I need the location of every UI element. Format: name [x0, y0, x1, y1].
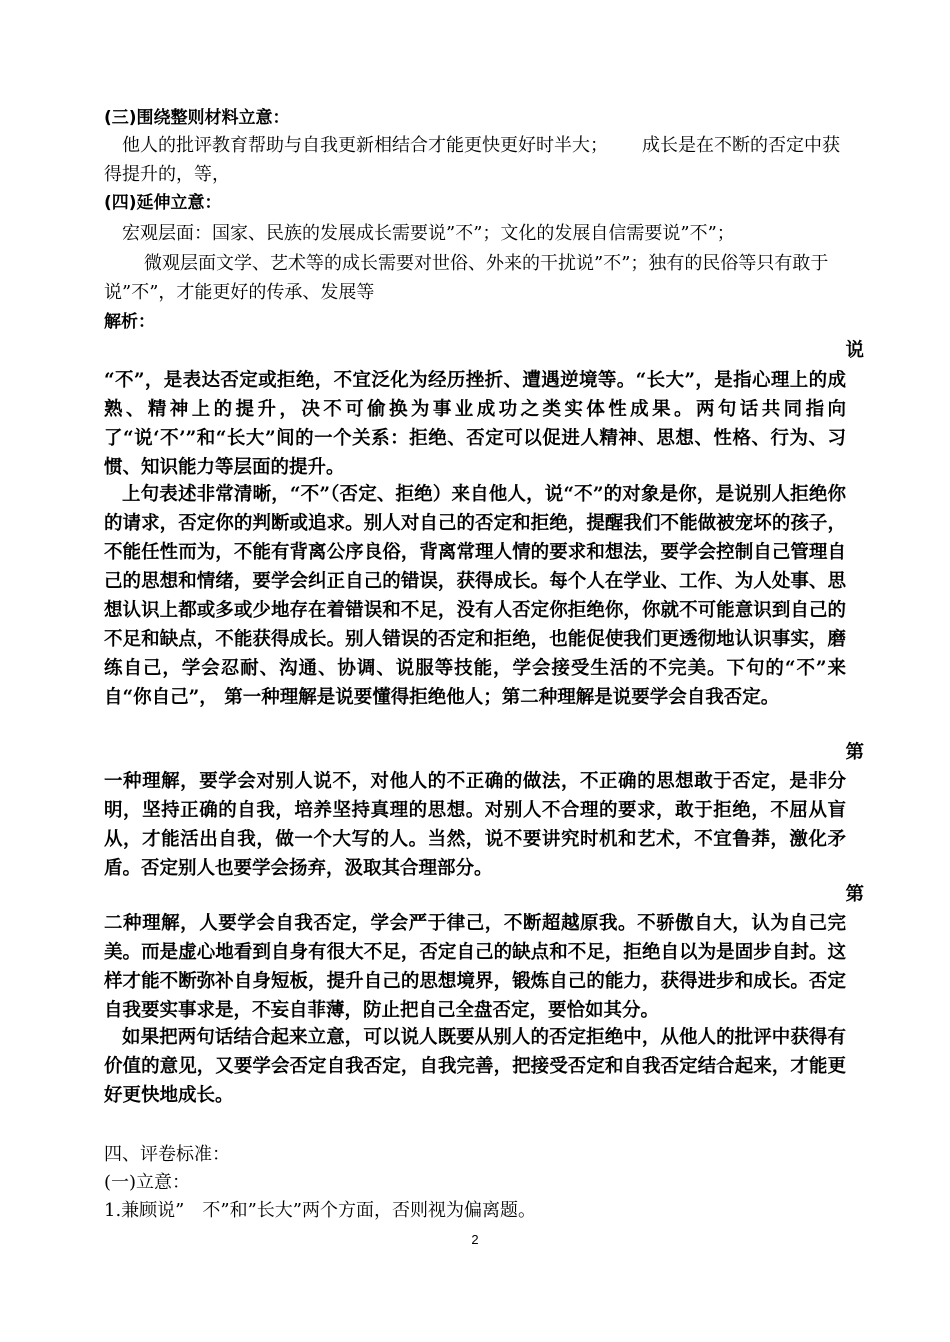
section-four-heading: 四、评卷标准：: [104, 1144, 230, 1165]
criteria-item-1: 1.兼顾说” 不”和”长大”两个方面，否则视为偏离题。: [104, 1200, 536, 1221]
analysis-paragraph-4: 二种理解，人要学会自我否定，学会严于律己，不断超越原我。不骄傲自大，认为自己完美。而是虚心地看到自身有很大不足，否定自己的缺点和不足，拒绝自以为是固步自封。这样才能不断弥补自身短板，提升自己的思想境界，锻炼自己的能力，获得进步和成长。否定自我要实事求是，不妄自菲薄，防止把自己全盘否定，要恰如其分。: [104, 913, 846, 1021]
analysis-paragraph-2: 上句表述非常清晰，“不”（否定、拒绝）来自他人，说“不”的对象是你，是说别人拒绝你的请求，否定你的判断或追求。别人对自己的否定和拒绝，提醒我们不能做被宠坏的孩子，不能任性而为，不能有背离公序良俗，背离常理人情的要求和想法，要学会控制自己管理自己的思想和情绪，要学会纠正自己的错误，获得成长。每个人在学业、工作、为人处事、思想认识上都或多或少地存在着错误和不足，没有人否定你拒绝你，你就不可能意识到自己的不足和缺点，不能获得成长。别人错误的否定和拒绝，也能促使我们更透彻地认识事实，磨练自己，学会忍耐、沟通、协调、说服等技能，学会接受生活的不完美。下句的“不”来自“你自己”， 第一种理解是说要懂得拒绝他人；第二种理解是说要学会自我否定。: [104, 484, 846, 708]
paragraph-material: [104, 131, 846, 189]
line-end-char-2: 第: [845, 742, 864, 763]
heading-four: (四)延伸立意：: [104, 193, 222, 213]
analysis-paragraph-5: 如果把两句话结合起来立意，可以说人既要从别人的否定拒绝中，从他人的批评中获得有价值的意见，又要学会否定自我否定，自我完善，把接受否定和自我否定结合起来，才能更好更快地成长。: [104, 1027, 846, 1106]
analysis-paragraph-3: 一种理解，要学会对别人说不，对他人的不正确的做法，不正确的思想敢于否定，是非分明，坚持正确的自我，培养坚持真理的思想。对别人不合理的要求，敢于拒绝，不屈从盲从，才能活出自我，做一个大写的人。当然，说不要讲究时机和艺术，不宜鲁莽，激化矛盾。否定别人也要学会扬弃，汲取其合理部分。: [104, 771, 846, 879]
subsection-heading: (一)立意：: [104, 1172, 191, 1193]
analysis-paragraph-1: “不”，是表达否定或拒绝，不宜泛化为经历挫折、遭遇逆境等。“长大”，是指心理上的成熟、精神上的提升，决不可偷换为事业成功之类实体性成果。两句话共同指向了“说‘不’”和“长大”间的一个关系：拒绝、否定可以促进人精神、思想、性格、行为、习惯、知识能力等层面的提升。: [104, 370, 846, 478]
paragraph-material-a: 他人的批评教育帮助与自我更新相结合才能更快更好时半大；: [122, 135, 608, 156]
heading-analysis: 解析：: [104, 312, 155, 332]
page-number: 2: [471, 1232, 479, 1247]
paragraph-material-b: 成长是在不断的否定中获得提升的，等，: [104, 135, 840, 185]
paragraph-micro: 微观层面文学、艺术等的成长需要对世俗、外来的干扰说”不”；独有的民俗等只有敢于说”不”，才能更好的传承、发展等: [104, 253, 829, 303]
paragraph-macro: 宏观层面：国家、民族的发展成长需要说”不”；文化的发展自信需要说”不”；: [122, 223, 735, 244]
line-end-char-1: 说: [845, 340, 864, 361]
heading-three: (三)围绕整则材料立意：: [104, 108, 290, 128]
line-end-char-3: 第: [845, 884, 864, 905]
